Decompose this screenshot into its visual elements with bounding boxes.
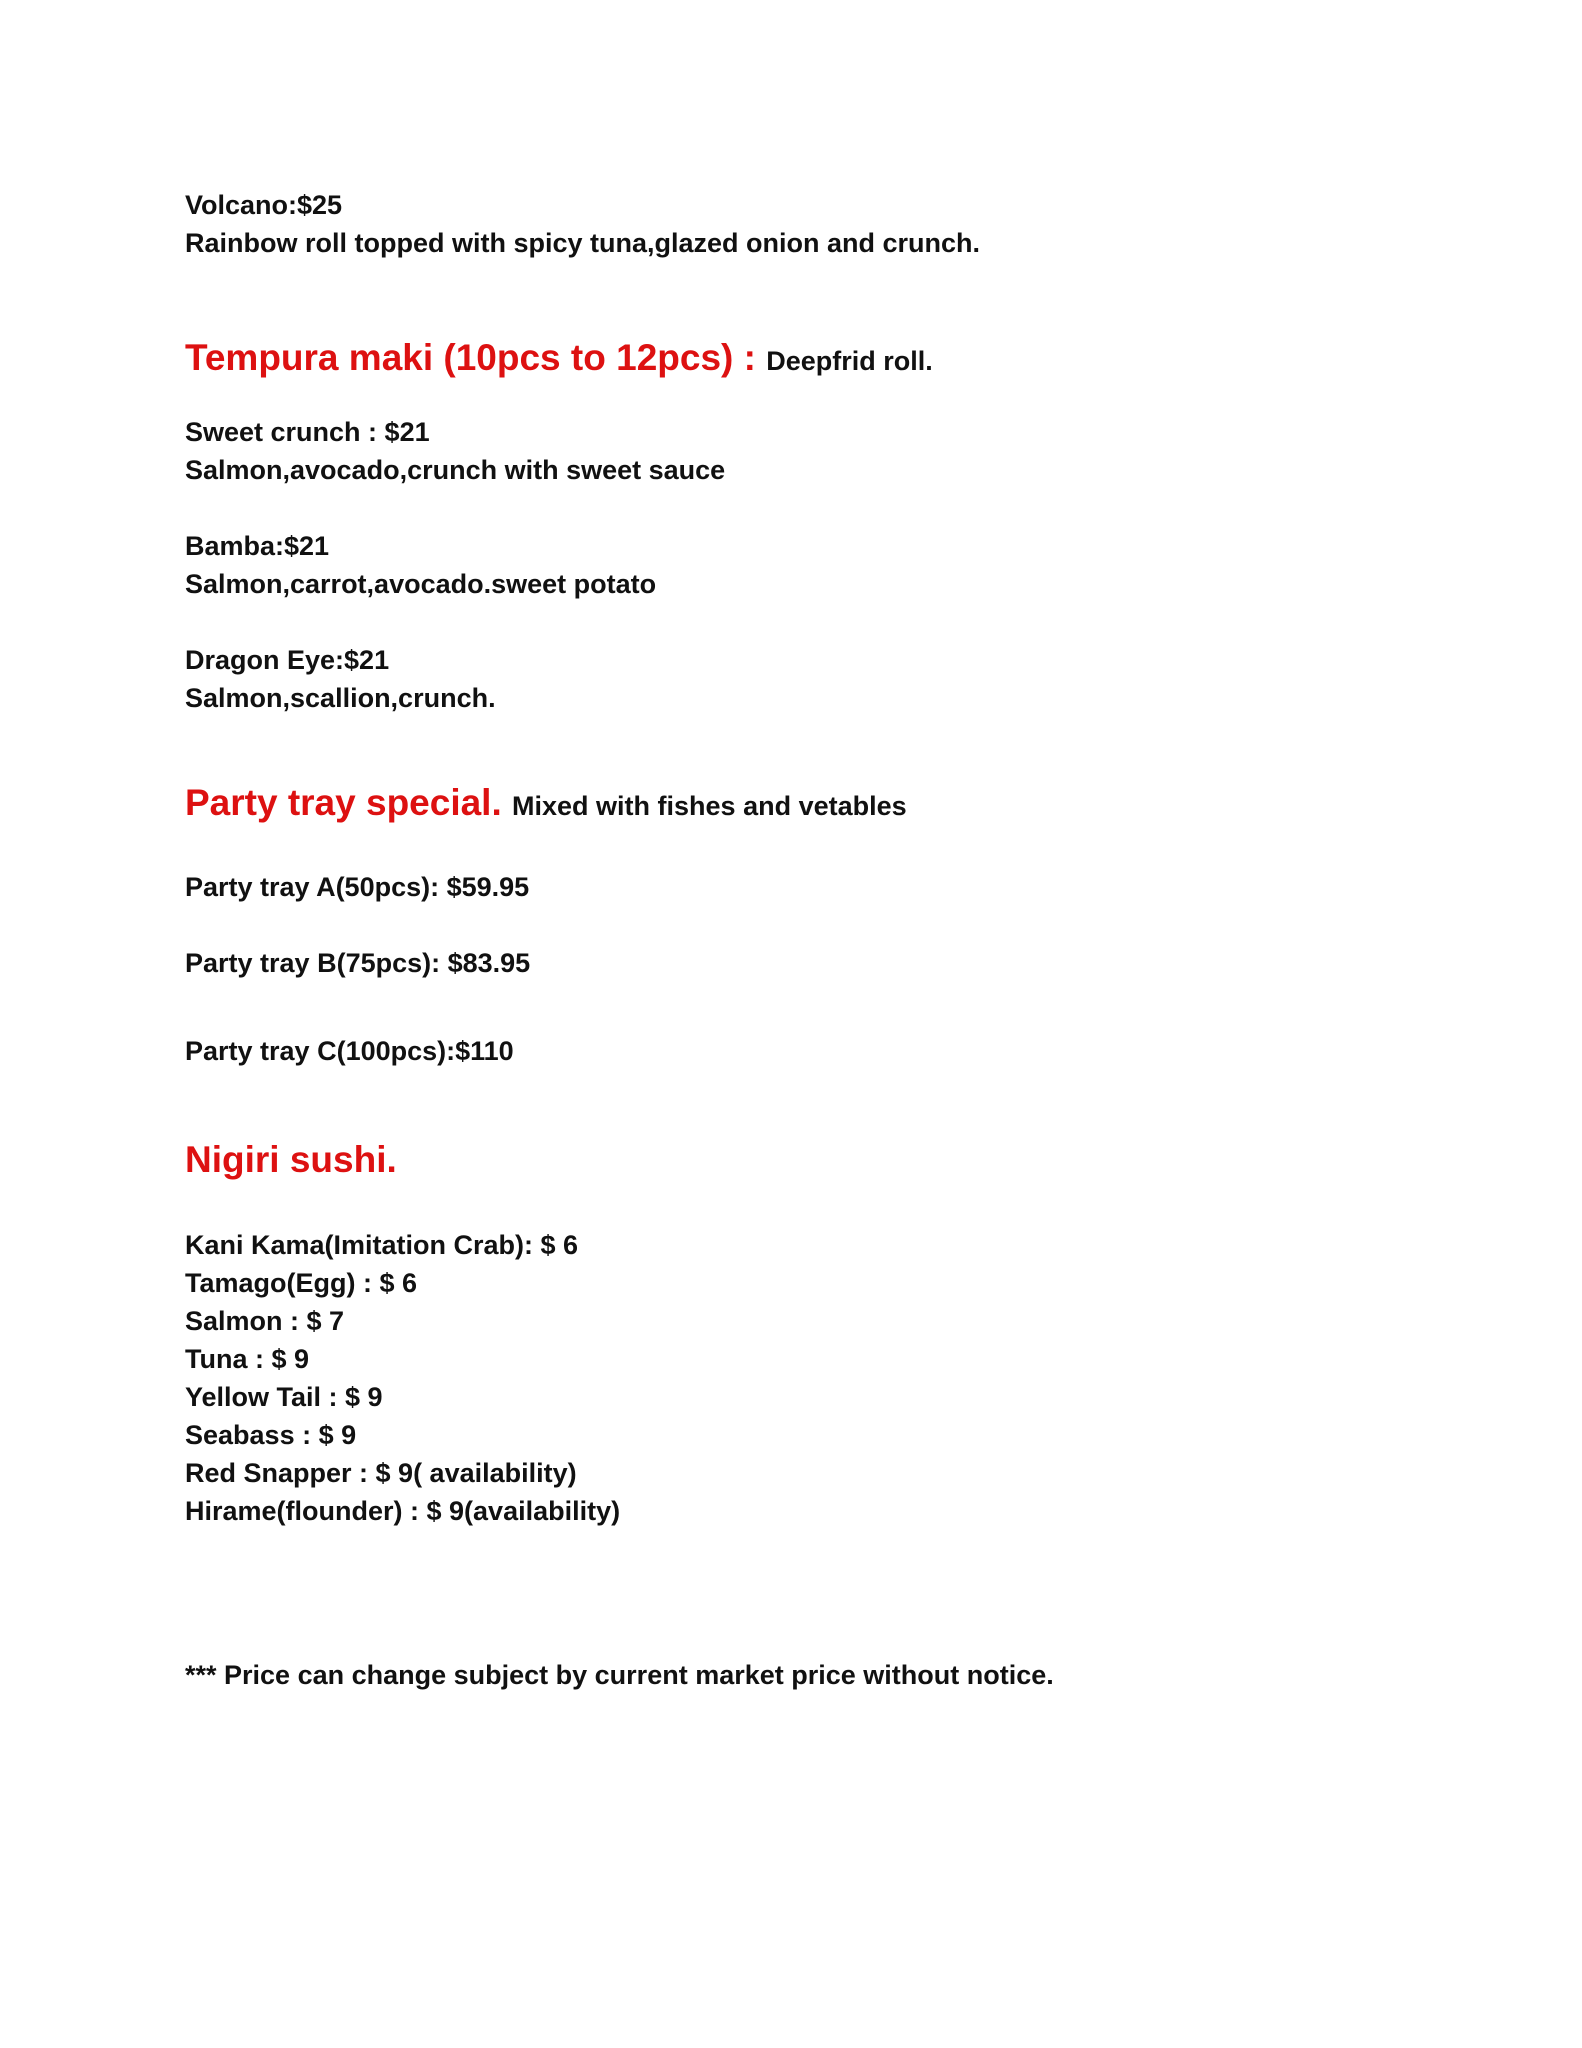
party-subheading: Mixed with fishes and vetables	[512, 791, 907, 821]
party-tray-item: Party tray C(100pcs):$110	[185, 1036, 514, 1066]
party-heading-text: Party tray special.	[185, 782, 502, 823]
menu-item-title: Bamba:$21	[185, 531, 330, 561]
menu-item-description: Salmon,scallion,crunch.	[185, 683, 496, 713]
menu-item-description: Salmon,carrot,avocado.sweet potato	[185, 569, 657, 599]
nigiri-item: Tamago(Egg) : $ 6	[185, 1268, 418, 1298]
tempura-heading-text: Tempura maki (10pcs to 12pcs) :	[185, 337, 756, 378]
nigiri-item: Red Snapper : $ 9( availability)	[185, 1458, 577, 1488]
tempura-subheading: Deepfrid roll.	[766, 346, 933, 376]
volcano-description: Rainbow roll topped with spicy tuna,glazed onion and crunch.	[185, 228, 981, 258]
menu-item-title: Dragon Eye:$21	[185, 645, 390, 675]
nigiri-item: Salmon : $ 7	[185, 1306, 345, 1336]
menu-item-description: Salmon,avocado,crunch with sweet sauce	[185, 455, 726, 485]
nigiri-section-heading	[185, 1136, 1485, 1184]
tempura-section-heading	[185, 334, 1485, 385]
party-section-heading	[185, 779, 1485, 830]
menu-item-title: Sweet crunch : $21	[185, 417, 430, 447]
nigiri-heading-text: Nigiri sushi.	[185, 1139, 397, 1180]
party-tray-item: Party tray A(50pcs): $59.95	[185, 872, 530, 902]
volcano-title: Volcano:$25	[185, 190, 343, 220]
menu-page	[185, 186, 1485, 1694]
nigiri-item: Tuna : $ 9	[185, 1344, 310, 1374]
party-tray-item: Party tray B(75pcs): $83.95	[185, 948, 531, 978]
nigiri-item: Kani Kama(Imitation Crab): $ 6	[185, 1230, 579, 1260]
nigiri-item: Hirame(flounder) : $ 9(availability)	[185, 1496, 621, 1526]
nigiri-item: Seabass : $ 9	[185, 1420, 357, 1450]
nigiri-item: Yellow Tail : $ 9	[185, 1382, 383, 1412]
price-disclaimer: *** Price can change subject by current market price without notice.	[185, 1660, 1054, 1690]
